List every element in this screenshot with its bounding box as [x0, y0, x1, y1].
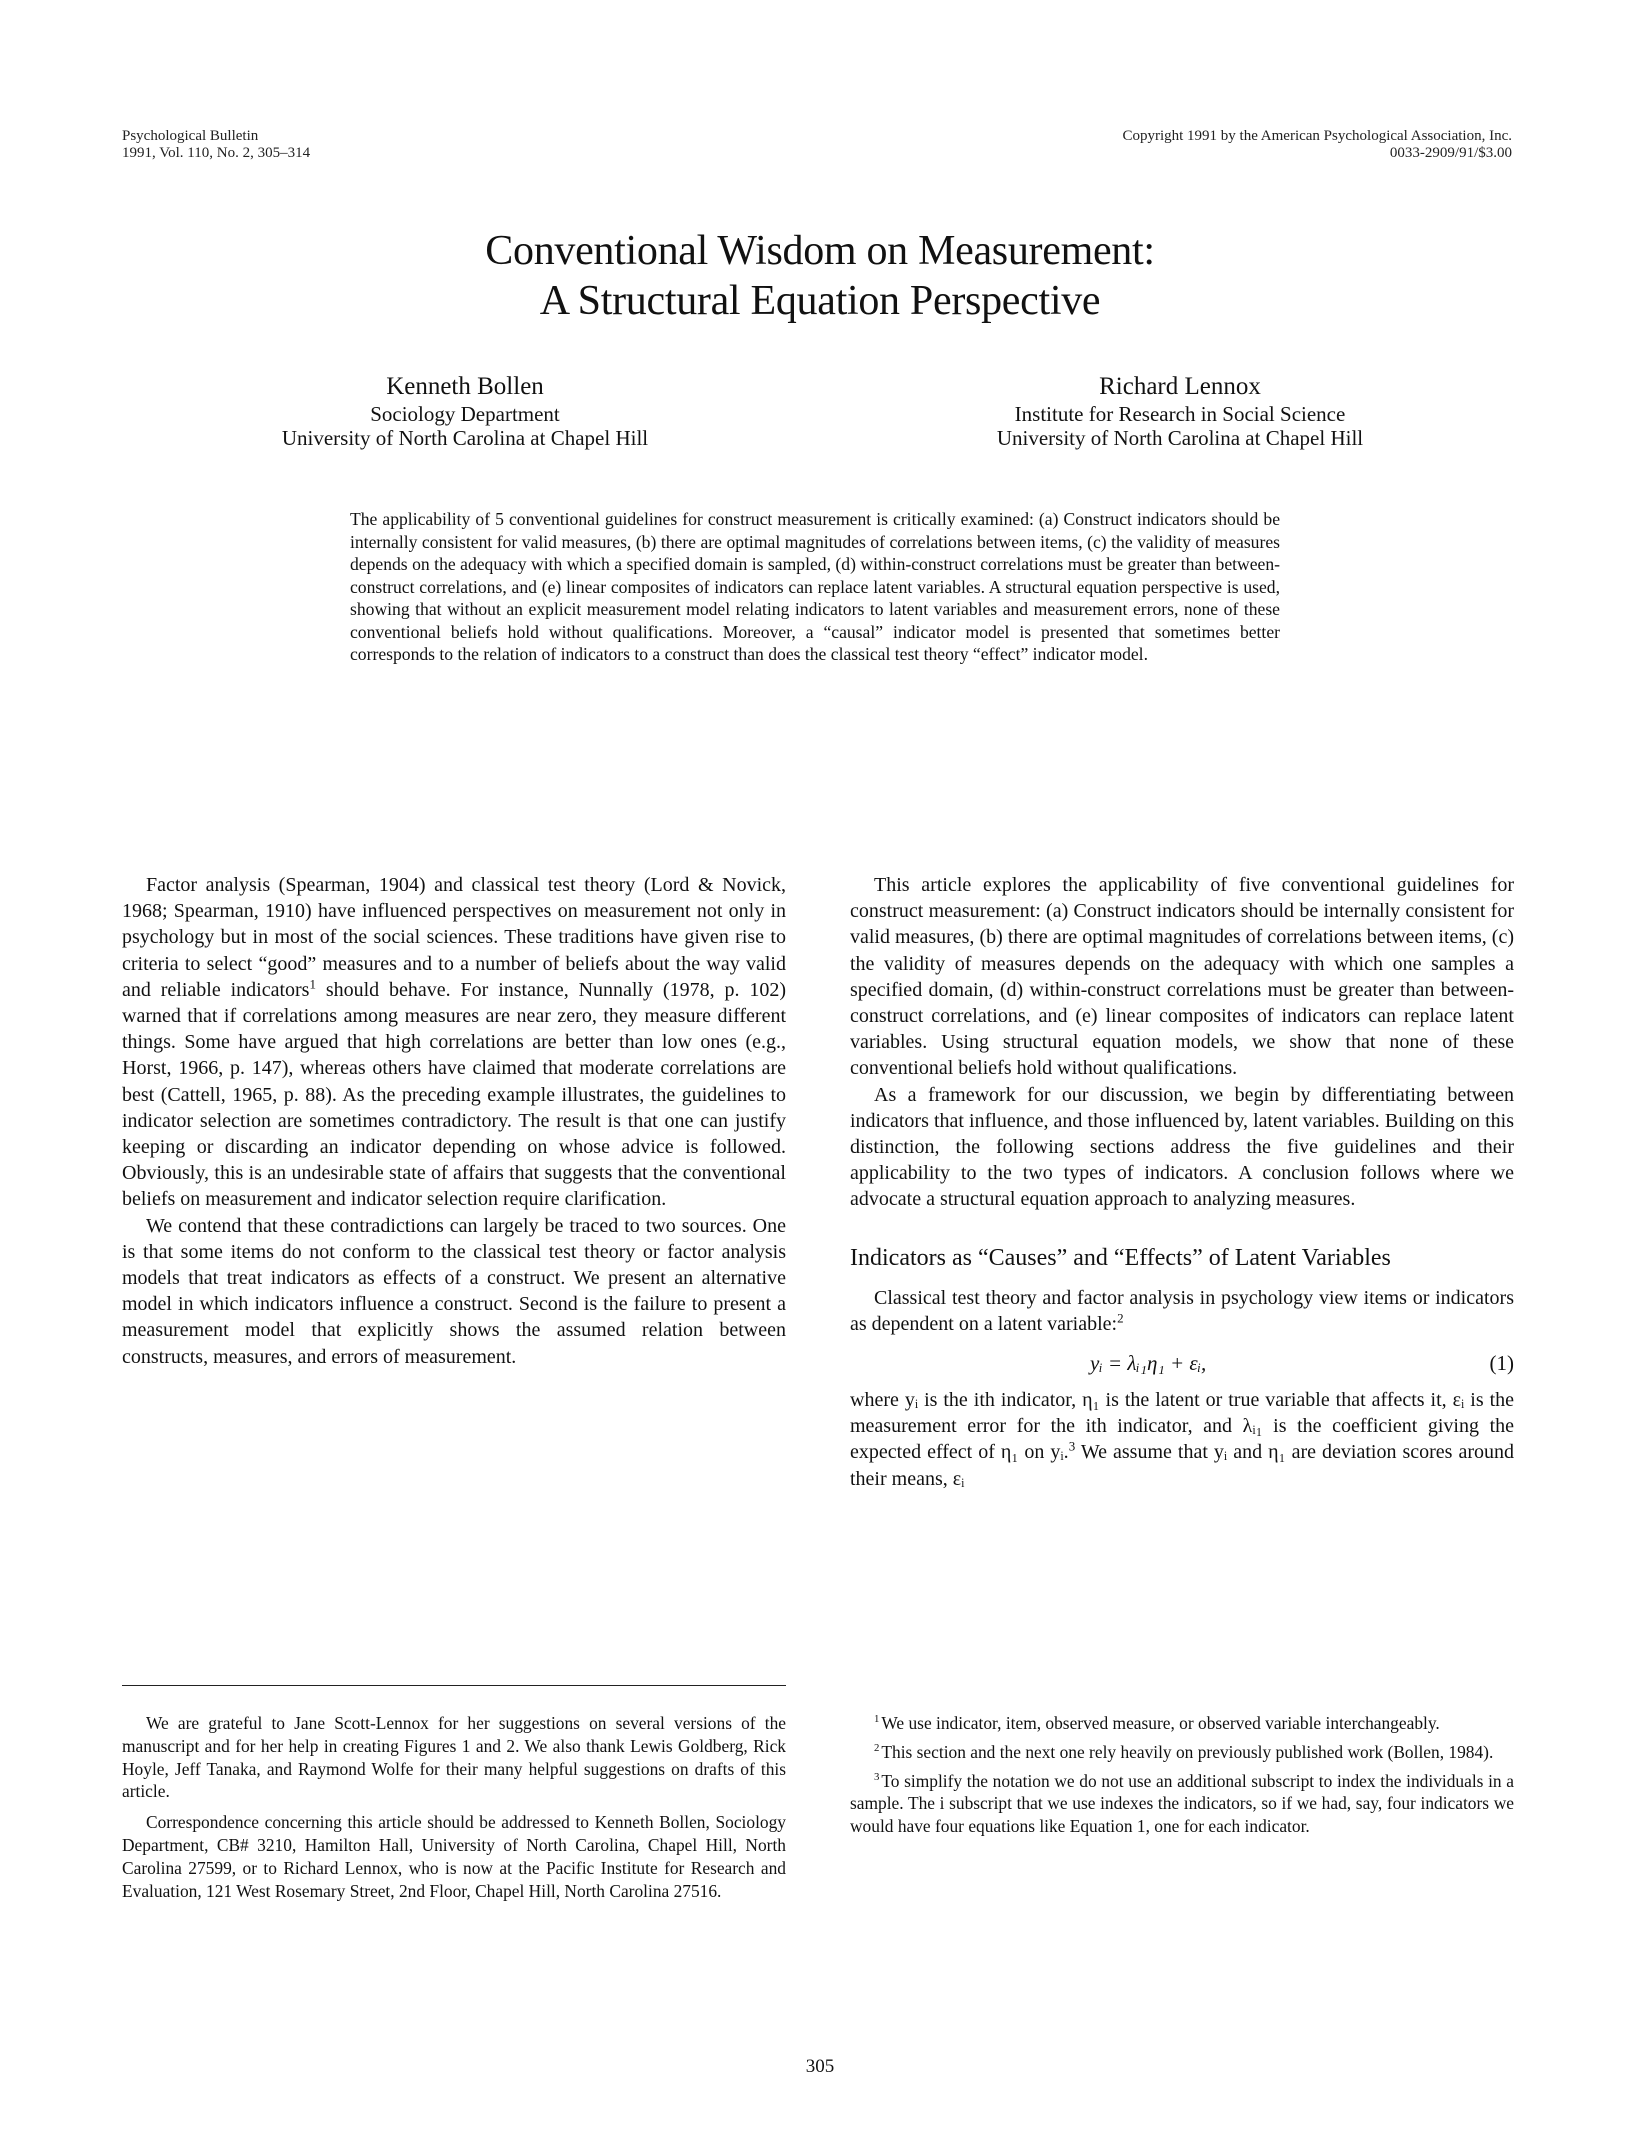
- body-paragraph: As a framework for our discussion, we begin by differentiating between indicators that influence, and those influenced by, latent variables. Building on this distinction, the following sections address the five guidelines and their applicability to the two types of indicators. A conclusion follows where we advocate a structural equation approach to analyzing measures.: [850, 1083, 1514, 1211]
- author-block-2: [920, 372, 1440, 450]
- author-department: Sociology Department: [370, 402, 560, 426]
- body-paragraph: This article explores the applicability of five conventional guidelines for construct measurement: (a) Construct indicators should be internally consistent for valid measures, (b) there are optimal magnitudes of correlations between items, (c) the validity of measures depends on the adequacy with which one samples a specified domain, (d) within-construct correlations must be greater than between-construct correlations, and (e) linear composites of indicators can replace latent variables. Using structural equation models, we show that none of these conventional beliefs hold without qualifications.: [850, 874, 1514, 1080]
- author-name: Kenneth Bollen: [386, 373, 544, 400]
- journal-citation: 1991, Vol. 110, No. 2, 305–314: [122, 145, 311, 161]
- footnote-ref: 1: [309, 976, 316, 992]
- footnote-number: 3: [874, 1770, 880, 1783]
- footnote: [850, 1770, 1514, 1838]
- section-heading: Indicators as “Causes” and “Effects” of Latent Variables: [850, 1244, 1391, 1271]
- paragraph-text: should behave. For instance, Nunnally (1978, p. 102) warned that if correlations among measures are near zero, they measure different things. Some have argued that high correlations are better than low ones (e.g., Horst, 1966, p. 147), whereas others have claimed that moderate correlations are best (Cattell, 1965, p. 88). As the preceding example illustrates, the guidelines to indicator selection are sometimes contradictory. The result is that one can justify keeping or discarding an indicator depending on whose advice is followed. Obviously, this is an undesirable state of affairs that suggests that the conventional beliefs on measurement and indicator selection require clarification.: [122, 978, 786, 1211]
- body-paragraph: [850, 1285, 1514, 1337]
- footnote: [850, 1712, 1514, 1735]
- footnotes: [850, 1712, 1514, 1844]
- footnote-text: This section and the next one rely heavily on previously published work (Bollen, 1984).: [881, 1741, 1494, 1762]
- footnote-text: To simplify the notation we do not use an additional subscript to index the individuals in a sample. The i subscript that we use indexes the indicators, so if we had, say, four indicators we would have four equations like Equation 1, one for each indicator.: [850, 1770, 1514, 1837]
- journal-name: Psychological Bulletin: [122, 128, 259, 144]
- paragraph-text: Classical test theory and factor analysis in psychology view items or indicators as dependent on a latent variable:: [850, 1286, 1514, 1335]
- footnote-ref: 2: [1117, 1310, 1124, 1326]
- author-institution: University of North Carolina at Chapel Hill: [281, 426, 649, 450]
- author-block-1: [215, 372, 715, 450]
- body-paragraph: We contend that these contradictions can largely be traced to two sources. One is that some items do not conform to the classical test theory or factor analysis models that treat indicators as effects of a construct. We present an alternative model in which indicators influence a construct. Second is the failure to present a measurement model that explicitly shows the assumed relation between constructs, measures, and errors of measurement.: [122, 1214, 786, 1368]
- paragraph-text: We assume that yᵢ and η₁ are deviation scores around their means, εᵢ: [850, 1441, 1515, 1490]
- equation-1: [850, 1343, 1514, 1383]
- title-line-1: Conventional Wisdom on Measurement:: [485, 228, 1155, 274]
- title-line-2: A Structural Equation Perspective: [539, 278, 1101, 324]
- author-department: Institute for Research in Social Science: [1014, 402, 1346, 426]
- acknowledgment: We are grateful to Jane Scott-Lennox for her suggestions on several versions of the manuscript and for her help in creating Figures 1 and 2. We also thank Lewis Goldberg, Rick Hoyle, Jeff Tanaka, and Raymond Wolfe for their many helpful suggestions on drafts of this article.: [122, 1713, 786, 1802]
- author-name: Richard Lennox: [1099, 373, 1261, 400]
- left-column: [122, 872, 786, 1370]
- issn-code: 0033-2909/91/$3.00: [1389, 145, 1512, 161]
- copyright-header: [1122, 128, 1512, 162]
- copyright-notice: Copyright 1991 by the American Psychological Association, Inc.: [1122, 128, 1512, 144]
- journal-header: [122, 128, 310, 162]
- paragraph-text: Factor analysis (Spearman, 1904) and classical test theory (Lord & Novick, 1968; Spearman, 1910) have influenced perspectives on measurement not only in psychology but in most of the social sciences. These traditions have given rise to criteria to select “good” measures and to a number of beliefs about the way valid and reliable indicators: [122, 874, 786, 1001]
- footnote-text: We use indicator, item, observed measure, or observed variable interchangeably.: [881, 1713, 1440, 1733]
- abstract: The applicability of 5 conventional guidelines for construct measurement is critically examined: (a) Construct indicators should be internally consistent for valid measures, (b) there are optimal magnitudes of correlations between items, (c) the validity of measures depends on the adequacy with which a specified domain is sampled, (d) within-construct correlations must be greater than between-construct correlations, and (e) linear composites of indicators can replace latent variables. A structural equation perspective is used, showing that without an explicit measurement model relating indicators to latent variables and measurement errors, none of these conventional beliefs hold without qualifications. Moreover, a “causal” indicator model is presented that sometimes better corresponds to the relation of indicators to a construct than does the classical test theory “effect” indicator model.: [350, 509, 1280, 664]
- body-paragraph: [850, 1387, 1514, 1492]
- equation-number: (1): [1489, 1351, 1514, 1376]
- author-note: [122, 1712, 786, 1910]
- footnote-ref: 3: [1068, 1438, 1076, 1454]
- paragraph-text: where yᵢ is the ith indicator, η₁ is the latent or true variable that affects it, εᵢ is the measurement error for the ith indicator, and λᵢ₁ is the coefficient giving the expected effect of η₁ on yᵢ.: [850, 1389, 1514, 1464]
- footnote: [850, 1741, 1514, 1764]
- correspondence-note: Correspondence concerning this article should be addressed to Kenneth Bollen, Sociology Department, CB# 3210, Hamilton Hall, University of North Carolina, Chapel Hill, North Carolina 27599, or to Richard Lennox, who is now at the Pacific Institute for Research and Evaluation, 121 West Rosemary Street, 2nd Floor, Chapel Hill, North Carolina 27516.: [122, 1812, 786, 1901]
- footnote-number: 1: [874, 1713, 880, 1726]
- article-title: [0, 226, 1640, 326]
- author-institution: University of North Carolina at Chapel Hill: [996, 426, 1364, 450]
- footnote-divider: [122, 1685, 786, 1686]
- equation-body: yᵢ = λᵢ₁η₁ + εᵢ,: [1090, 1351, 1207, 1376]
- right-column: [850, 872, 1514, 1492]
- body-paragraph: [122, 872, 786, 1213]
- footnote-number: 2: [874, 1742, 880, 1754]
- page-number: 305: [805, 2056, 835, 2077]
